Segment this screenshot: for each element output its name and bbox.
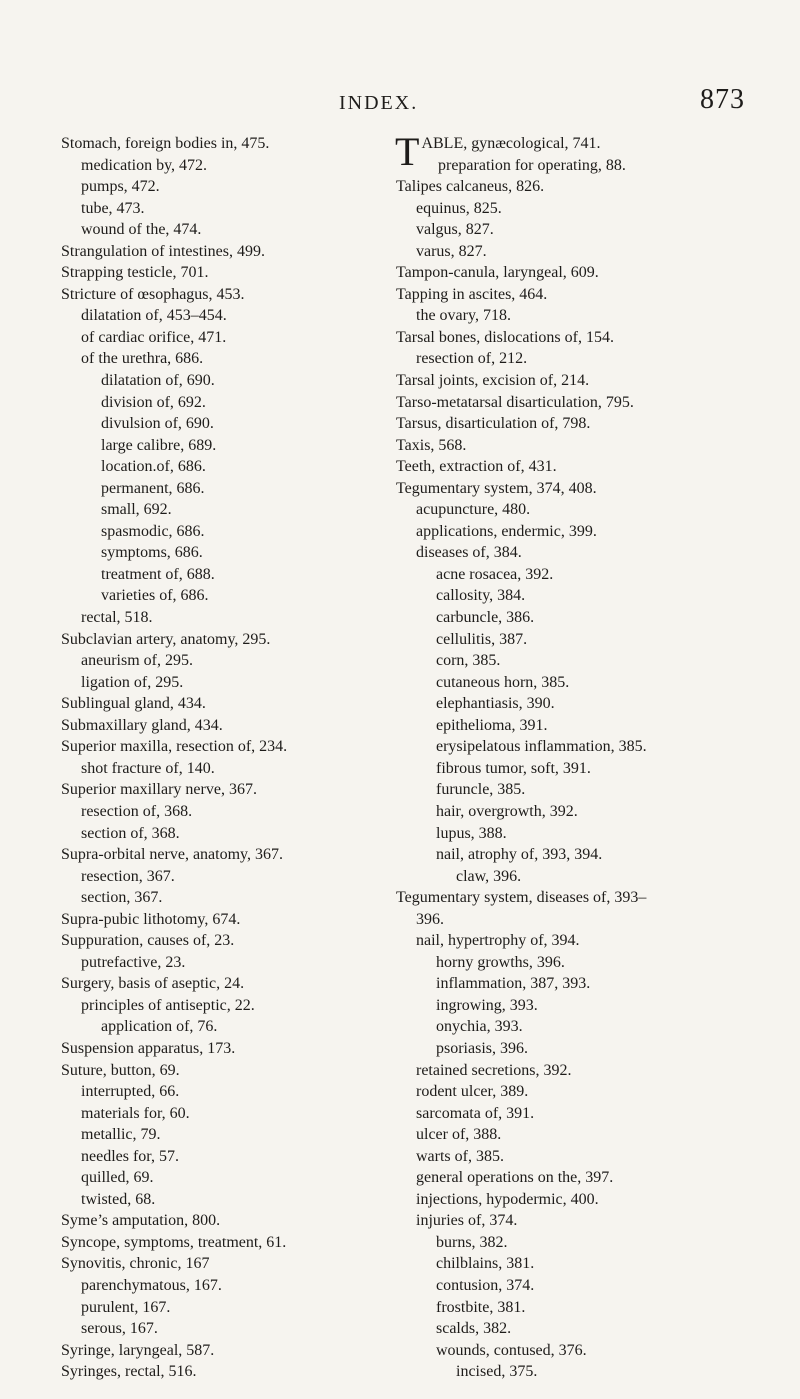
index-subentry	[61, 564, 381, 586]
index-entry-text: Tampon-canula, laryngeal, 609.	[396, 264, 599, 282]
index-entry	[61, 909, 381, 931]
index-entry	[396, 413, 766, 435]
index-entry	[61, 1340, 381, 1362]
index-subentry	[396, 1016, 766, 1038]
index-entry	[61, 1210, 381, 1232]
index-entry-text: elephantiasis, 390.	[436, 695, 555, 713]
index-entry-text: Syringes, rectal, 516.	[61, 1363, 197, 1381]
index-entry	[61, 736, 381, 758]
index-subentry	[396, 564, 766, 586]
index-entry-text: lupus, 388.	[436, 824, 507, 842]
index-entry-text: aneurism of, 295.	[81, 652, 193, 670]
index-entry-text: psoriasis, 396.	[436, 1039, 528, 1057]
index-subentry	[396, 973, 766, 995]
index-entry-text: ABLE, gynæcological, 741.	[421, 135, 601, 152]
index-entry-text: Supra-pubic lithotomy, 674.	[61, 910, 241, 928]
index-entry	[61, 693, 381, 715]
index-entry-text: parenchymatous, 167.	[81, 1276, 222, 1294]
running-head-title: INDEX.	[339, 92, 419, 114]
index-subentry	[396, 823, 766, 845]
index-entry	[61, 1060, 381, 1082]
index-subentry	[396, 715, 766, 737]
index-entry	[396, 327, 766, 349]
index-entry-text: furuncle, 385.	[436, 781, 526, 799]
index-subentry	[61, 1318, 381, 1340]
index-subentry	[396, 1318, 766, 1340]
index-entry	[61, 715, 381, 737]
index-subentry	[61, 1103, 381, 1125]
index-subentry	[396, 650, 766, 672]
index-subentry	[61, 348, 381, 370]
index-subentry	[61, 1081, 381, 1103]
index-subentry	[396, 952, 766, 974]
index-entry-text: wounds, contused, 376.	[436, 1341, 587, 1359]
index-entry-text: carbuncle, 386.	[436, 609, 535, 627]
index-subentry	[396, 801, 766, 823]
index-subentry	[396, 219, 766, 241]
index-entry-text: Strapping testicle, 701.	[61, 264, 209, 282]
index-entry-text: location.of, 686.	[101, 458, 206, 476]
index-entry	[61, 779, 381, 801]
index-entry-text: divulsion of, 690.	[101, 415, 214, 433]
index-entry-text: equinus, 825.	[416, 199, 502, 217]
index-entry-text: frostbite, 381.	[436, 1298, 526, 1316]
index-subentry	[61, 1275, 381, 1297]
index-subentry	[61, 155, 381, 177]
index-entry	[396, 435, 766, 457]
index-subentry	[61, 542, 381, 564]
index-subentry	[396, 693, 766, 715]
index-subentry	[61, 176, 381, 198]
index-subentry	[396, 1210, 766, 1232]
index-subentry	[61, 650, 381, 672]
index-entry-text: Tarsal bones, dislocations of, 154.	[396, 328, 614, 346]
index-subentry	[396, 844, 766, 866]
index-entry-text: acne rosacea, 392.	[436, 565, 554, 583]
index-entry	[61, 241, 381, 263]
index-entry-text: pumps, 472.	[81, 178, 160, 196]
index-entry-text: dilatation of, 690.	[101, 372, 215, 390]
index-entry-text: putrefactive, 23.	[81, 953, 186, 971]
index-subentry	[396, 758, 766, 780]
index-subentry	[396, 1124, 766, 1146]
index-entry	[396, 392, 766, 414]
index-subentry	[396, 1081, 766, 1103]
index-entry-text: Superior maxilla, resection of, 234.	[61, 738, 288, 756]
index-entry	[396, 478, 766, 500]
index-entry-text: tube, 473.	[81, 199, 145, 217]
index-subentry	[61, 305, 381, 327]
index-subentry	[396, 499, 766, 521]
index-subentry	[396, 909, 766, 931]
index-entry-text: Surgery, basis of aseptic, 24.	[61, 975, 245, 993]
index-subentry	[61, 392, 381, 414]
index-entry-text: fibrous tumor, soft, 391.	[436, 759, 591, 777]
index-subentry	[61, 456, 381, 478]
index-entry-text: nail, atrophy of, 393, 394.	[436, 846, 603, 864]
index-subentry	[61, 1297, 381, 1319]
index-entry-text: Tarsal joints, excision of, 214.	[396, 372, 590, 390]
index-entry-text: twisted, 68.	[81, 1190, 156, 1208]
index-entry-text: Suppuration, causes of, 23.	[61, 932, 235, 950]
index-subentry	[396, 779, 766, 801]
index-entry	[61, 1232, 381, 1254]
index-entry-text: division of, 692.	[101, 393, 206, 411]
index-entry-text: nail, hypertrophy of, 394.	[416, 932, 580, 950]
index-entry	[396, 284, 766, 306]
index-entry-text: acupuncture, 480.	[416, 501, 531, 519]
index-entry-text: Teeth, extraction of, 431.	[396, 458, 557, 476]
index-entry-text: hair, overgrowth, 392.	[436, 802, 578, 820]
index-entry-text: 396.	[416, 910, 444, 928]
index-entry-text: principles of antiseptic, 22.	[81, 996, 255, 1014]
index-entry-text: treatment of, 688.	[101, 565, 215, 583]
index-entry-text: retained secretions, 392.	[416, 1061, 572, 1079]
index-subentry	[396, 348, 766, 370]
index-entry-text: contusion, 374.	[436, 1276, 535, 1294]
index-subentry	[61, 219, 381, 241]
index-entry-text: resection of, 212.	[416, 350, 528, 368]
index-entry-text: large calibre, 689.	[101, 436, 217, 454]
index-subentry	[396, 1038, 766, 1060]
index-entry-text: applications, endermic, 399.	[416, 522, 597, 540]
index-entry-text: purulent, 167.	[81, 1298, 171, 1316]
index-subentry	[396, 736, 766, 758]
index-entry-text: Tegumentary system, 374, 408.	[396, 479, 597, 497]
index-entry-text: shot fracture of, 140.	[81, 759, 215, 777]
index-entry-text: horny growths, 396.	[436, 953, 565, 971]
index-entry-text: varus, 827.	[416, 242, 487, 260]
index-subentry	[396, 1340, 766, 1362]
index-subentry	[61, 1189, 381, 1211]
index-subentry	[396, 1167, 766, 1189]
index-entry-text: warts of, 385.	[416, 1147, 504, 1165]
index-subentry	[61, 499, 381, 521]
index-subentry	[396, 1253, 766, 1275]
index-entry-text: inflammation, 387, 393.	[436, 975, 591, 993]
index-entry-text: Tapping in ascites, 464.	[396, 285, 548, 303]
index-entry-text: incised, 375.	[456, 1363, 538, 1381]
index-entry-text: Strangulation of intestines, 499.	[61, 242, 265, 260]
index-entry-text: resection of, 368.	[81, 802, 193, 820]
index-entry	[61, 1361, 381, 1383]
index-entry-text: erysipelatous inflammation, 385.	[436, 738, 647, 756]
index-entry-text: burns, 382.	[436, 1233, 508, 1251]
index-entry	[396, 262, 766, 284]
index-entry-text: application of, 76.	[101, 1018, 218, 1036]
index-entry-text: scalds, 382.	[436, 1320, 512, 1338]
index-entry-text: injections, hypodermic, 400.	[416, 1190, 599, 1208]
index-subentry	[61, 887, 381, 909]
index-subentry	[61, 435, 381, 457]
index-entry-text: varieties of, 686.	[101, 587, 209, 605]
index-subentry	[396, 995, 766, 1017]
index-subentry	[61, 758, 381, 780]
index-entry-text: injuries of, 374.	[416, 1212, 518, 1230]
index-entry-text: permanent, 686.	[101, 479, 205, 497]
index-subentry	[61, 413, 381, 435]
index-subentry	[396, 1361, 766, 1383]
index-entry-text: metallic, 79.	[81, 1126, 161, 1144]
index-subentry	[61, 801, 381, 823]
index-entry-text: Supra-orbital nerve, anatomy, 367.	[61, 846, 284, 864]
index-entry	[61, 973, 381, 995]
index-subentry	[396, 1103, 766, 1125]
index-entry-text: the ovary, 718.	[416, 307, 511, 325]
index-entry-text: ingrowing, 393.	[436, 996, 538, 1014]
index-subentry	[396, 607, 766, 629]
index-entry-text: valgus, 827.	[416, 221, 494, 239]
index-entry-text: diseases of, 384.	[416, 544, 522, 562]
index-entry-text: Tegumentary system, diseases of, 393–	[396, 889, 647, 907]
index-entry-text: corn, 385.	[436, 652, 501, 670]
index-entry-text: preparation for operating, 88.	[438, 156, 626, 174]
index-entry-text: Tarsus, disarticulation of, 798.	[396, 415, 591, 433]
index-entry	[396, 370, 766, 392]
index-entry-text: interrupted, 66.	[81, 1083, 180, 1101]
index-entry-text: ligation of, 295.	[81, 673, 184, 691]
index-subentry	[396, 198, 766, 220]
index-subentry	[61, 1124, 381, 1146]
index-subentry	[61, 198, 381, 220]
index-entry-text: Syme’s amputation, 800.	[61, 1212, 221, 1230]
index-entry-text: wound of the, 474.	[81, 221, 202, 239]
index-entry-text: of cardiac orifice, 471.	[81, 328, 227, 346]
index-entry-text: ulcer of, 388.	[416, 1126, 502, 1144]
index-column-right	[395, 129, 766, 1383]
index-entry-text: Submaxillary gland, 434.	[61, 716, 223, 734]
index-entry	[396, 456, 766, 478]
index-subentry	[396, 585, 766, 607]
index-subentry	[61, 370, 381, 392]
index-entry-text: sarcomata of, 391.	[416, 1104, 535, 1122]
index-entry	[61, 1038, 381, 1060]
index-entry-text: claw, 396.	[456, 867, 522, 885]
index-subentry	[396, 1275, 766, 1297]
index-entry	[61, 844, 381, 866]
index-entry	[61, 262, 381, 284]
index-subentry	[61, 995, 381, 1017]
index-subentry	[61, 672, 381, 694]
index-entry-text: callosity, 384.	[436, 587, 526, 605]
index-entry-text: Suture, button, 69.	[61, 1061, 180, 1079]
index-column-left	[61, 133, 381, 1383]
index-entry-text: Syncope, symptoms, treatment, 61.	[61, 1233, 287, 1251]
index-entry-text: of the urethra, 686.	[81, 350, 204, 368]
index-subentry	[396, 866, 766, 888]
index-entry-text: rectal, 518.	[81, 609, 153, 627]
index-entry	[61, 284, 381, 306]
index-entry-text: chilblains, 381.	[436, 1255, 535, 1273]
index-subentry	[396, 1146, 766, 1168]
index-entry-text: Synovitis, chronic, 167	[61, 1255, 210, 1273]
index-entry-text: rodent ulcer, 389.	[416, 1083, 529, 1101]
index-entry-text: cellulitis, 387.	[436, 630, 528, 648]
index-entry-text: symptoms, 686.	[101, 544, 203, 562]
index-subentry	[396, 155, 766, 177]
index-subentry	[61, 1167, 381, 1189]
index-subentry	[61, 1016, 381, 1038]
index-subentry	[61, 607, 381, 629]
page-header	[0, 84, 800, 124]
index-entry	[61, 629, 381, 651]
index-subentry	[61, 585, 381, 607]
index-subentry	[61, 823, 381, 845]
index-entry	[396, 176, 766, 198]
index-entry-text: general operations on the, 397.	[416, 1169, 614, 1187]
index-entry-text: materials for, 60.	[81, 1104, 190, 1122]
index-subentry	[61, 327, 381, 349]
index-entry-text: Subclavian artery, anatomy, 295.	[61, 630, 271, 648]
index-entry-text: medication by, 472.	[81, 156, 208, 174]
index-entry-text: onychia, 393.	[436, 1018, 523, 1036]
index-entry	[61, 930, 381, 952]
index-subentry	[396, 521, 766, 543]
index-entry-text: Tarso-metatarsal disarticulation, 795.	[396, 393, 634, 411]
index-subentry	[396, 1297, 766, 1319]
index-entry-text: epithelioma, 391.	[436, 716, 548, 734]
index-subentry	[396, 1060, 766, 1082]
index-entry-text: dilatation of, 453–454.	[81, 307, 227, 325]
index-subentry	[61, 1146, 381, 1168]
index-entry-text: resection, 367.	[81, 867, 175, 885]
index-entry-text: Stomach, foreign bodies in, 475.	[61, 135, 270, 152]
index-entry-text: Stricture of œsophagus, 453.	[61, 285, 245, 303]
index-entry-text: section, 367.	[81, 889, 163, 907]
index-entry-text: cutaneous horn, 385.	[436, 673, 570, 691]
index-subentry	[61, 866, 381, 888]
index-entry-text: section of, 368.	[81, 824, 180, 842]
drop-cap: T	[395, 129, 420, 174]
index-entry-text: Sublingual gland, 434.	[61, 695, 206, 713]
index-subentry	[396, 1189, 766, 1211]
index-subentry	[396, 241, 766, 263]
index-entry-text: Suspension apparatus, 173.	[61, 1039, 236, 1057]
index-subentry	[61, 521, 381, 543]
index-entry	[396, 887, 766, 909]
index-entry-text: Talipes calcaneus, 826.	[396, 178, 545, 196]
index-subentry	[396, 305, 766, 327]
index-entry-text: spasmodic, 686.	[101, 522, 205, 540]
page-number: 873	[700, 84, 745, 115]
index-subentry	[396, 629, 766, 651]
index-subentry	[396, 672, 766, 694]
index-entry	[61, 1253, 381, 1275]
index-entry-text: serous, 167.	[81, 1320, 158, 1338]
index-entry-text: needles for, 57.	[81, 1147, 179, 1165]
index-subentry	[61, 478, 381, 500]
index-subentry	[396, 1232, 766, 1254]
index-subentry	[396, 542, 766, 564]
index-subentry	[61, 952, 381, 974]
index-entry	[61, 133, 381, 155]
index-subentry	[396, 930, 766, 952]
index-entry-text: small, 692.	[101, 501, 172, 519]
index-entry-text: Superior maxillary nerve, 367.	[61, 781, 257, 799]
index-entry-text: quilled, 69.	[81, 1169, 154, 1187]
index-entry-text: Taxis, 568.	[396, 436, 467, 454]
index-entry-text: Syringe, laryngeal, 587.	[61, 1341, 215, 1359]
